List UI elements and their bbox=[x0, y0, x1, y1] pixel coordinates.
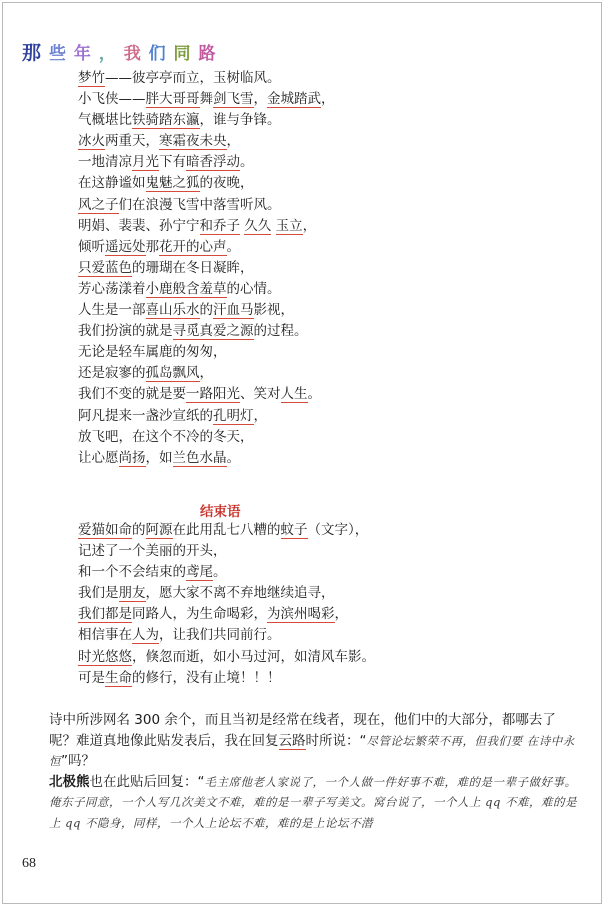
poem-text: 下有 bbox=[159, 154, 186, 171]
poem-text: 无论是轻车属鹿的匆匆， bbox=[78, 344, 227, 361]
header-char: 些 bbox=[48, 44, 67, 64]
poem-text: 小飞侠—— bbox=[78, 91, 146, 108]
username: 一路阳光 bbox=[186, 386, 240, 403]
ending-title: 结束语 bbox=[200, 504, 241, 520]
username: 鸢尾 bbox=[186, 564, 213, 581]
header-char: 那 bbox=[22, 42, 43, 64]
poem-text: 相信事在 bbox=[78, 627, 132, 644]
poem-text: 明娟、裴裴、 bbox=[78, 217, 159, 234]
header-char: ， bbox=[98, 44, 117, 64]
poem-text: 影视， bbox=[253, 302, 294, 319]
poem-text: 同路人，为生命喝彩， bbox=[132, 606, 267, 623]
poem-line bbox=[78, 406, 518, 427]
username: 花开的心声 bbox=[159, 238, 227, 255]
poem-text: 的修行，没有止境！！！ bbox=[132, 669, 281, 686]
prose-section bbox=[22, 710, 582, 833]
header-char: 路 bbox=[198, 44, 217, 64]
poem-text: 放飞吧，在这个不冷的冬天， bbox=[78, 428, 254, 445]
poem-text bbox=[271, 218, 275, 234]
poem-line bbox=[78, 384, 518, 405]
paragraph bbox=[22, 710, 582, 772]
header-char: 年 bbox=[73, 44, 92, 64]
poem-text: 一地清凉 bbox=[78, 154, 132, 171]
poem-text: 。 bbox=[240, 154, 254, 171]
username: 为滨州喝彩 bbox=[267, 606, 335, 623]
username: 我们都是 bbox=[78, 606, 132, 623]
username: 人为 bbox=[132, 627, 159, 644]
poem-line bbox=[78, 131, 518, 152]
poem-line bbox=[78, 300, 518, 321]
poem-line bbox=[78, 363, 518, 384]
username: 北极熊 bbox=[49, 773, 90, 790]
poem-text: ，倏忽而逝，如小马过河，如清风车影。 bbox=[132, 648, 375, 665]
username: 尚扬 bbox=[118, 449, 146, 466]
username: 爱猫如命 bbox=[78, 522, 132, 538]
poem-line bbox=[78, 625, 518, 646]
poem-line bbox=[78, 520, 518, 541]
poem-text: 们在浪漫飞雪中落雪听风。 bbox=[118, 196, 281, 213]
poem-text: 。 bbox=[226, 238, 240, 255]
poem-line bbox=[78, 604, 518, 625]
username: 胖大哥哥 bbox=[145, 91, 200, 108]
username: 鬼魅之狐 bbox=[145, 175, 200, 192]
poem-text: ，让我们共同前行。 bbox=[159, 627, 281, 644]
username: 人生 bbox=[280, 386, 308, 403]
poem-text: 还是寂寥的 bbox=[78, 365, 146, 382]
poem-line bbox=[78, 68, 518, 89]
poem-text: 舞 bbox=[199, 91, 213, 108]
poem-text: 在此用乱七八糟的 bbox=[172, 522, 281, 538]
poem-text: 。 bbox=[213, 564, 227, 581]
poem-text: 阿凡提来一盏沙宣纸的 bbox=[78, 407, 213, 424]
poem-text: ， bbox=[321, 91, 335, 108]
poem-line bbox=[78, 152, 518, 173]
username: 剑飞雪 bbox=[213, 91, 254, 108]
username: 朋友 bbox=[118, 585, 146, 602]
paragraph-text: 也在此贴后回复：“ bbox=[89, 773, 205, 790]
poem-line bbox=[78, 321, 518, 342]
username: 只爱蓝色 bbox=[78, 259, 132, 276]
username: 和 bbox=[199, 217, 213, 234]
poem-text: 记述了一个美丽的开头， bbox=[78, 543, 227, 560]
poem-text: 。 bbox=[226, 449, 240, 466]
header-char: 们 bbox=[148, 44, 167, 64]
poem-text: 让心愿 bbox=[78, 449, 119, 466]
page-number: 68 bbox=[22, 856, 36, 871]
poem-text: ，愿大家不离不弃地继续追寻， bbox=[145, 585, 335, 602]
poem-line bbox=[78, 237, 518, 258]
poem-text: （文字）， bbox=[307, 522, 369, 538]
poem-text: ， bbox=[253, 407, 267, 424]
poem-text: 的心情。 bbox=[226, 280, 281, 297]
poem-line bbox=[78, 583, 518, 604]
username: 乔子 bbox=[213, 217, 240, 234]
poem-text: ，谁与争锋。 bbox=[199, 112, 281, 129]
header-char: 我 bbox=[123, 44, 142, 64]
username: 喜山乐水 bbox=[145, 302, 200, 319]
handwritten-quote: 毛主席他老人家说了，一个人做一件好事不难，难的是一辈子做好事。俺东子同意，一个人写几次美文不难，难的是一辈子写美文。窝台说了，一个人上 qq 不难，难的是上 qq 不隐身，同样，一个人上论坛不难，难的是上论坛不潜 bbox=[49, 774, 578, 830]
poem-text: ， bbox=[302, 217, 317, 234]
username: 冰火 bbox=[78, 133, 105, 150]
poem-text: 我们是 bbox=[78, 585, 119, 602]
poem-body bbox=[78, 68, 518, 469]
username: 汗血马 bbox=[213, 302, 254, 319]
poem-text: 的夜晚， bbox=[199, 175, 254, 192]
poem-line bbox=[78, 110, 518, 131]
username: 寒霜夜未央 bbox=[159, 133, 227, 150]
poem-text: ， bbox=[199, 365, 213, 382]
poem-text: 气概堪比 bbox=[78, 112, 132, 129]
poem-text: 人生是一部 bbox=[78, 302, 146, 319]
username: 金城踏武 bbox=[267, 91, 321, 108]
username: 月光 bbox=[132, 154, 159, 171]
username: 兰色水晶 bbox=[172, 449, 227, 466]
username: 云路 bbox=[278, 732, 306, 749]
poem-line bbox=[78, 668, 518, 689]
poem-text: 孙宁宁 bbox=[159, 217, 200, 234]
poem-text: 两重天， bbox=[105, 133, 159, 150]
poem-line bbox=[78, 541, 518, 562]
username: 寻觅真爱之源 bbox=[172, 323, 254, 340]
handwritten-quote: 在诗中永恒 bbox=[49, 733, 575, 768]
poem-text: 芳心荡漾着 bbox=[78, 280, 146, 297]
poem-text: 的过程。 bbox=[253, 323, 308, 340]
poem-text: 的 bbox=[132, 522, 146, 538]
running-header bbox=[22, 38, 217, 64]
poem-text: ， bbox=[334, 606, 348, 623]
poem-text: 。 bbox=[307, 386, 321, 403]
poem-text: 可是 bbox=[78, 669, 105, 686]
poem-line bbox=[78, 448, 518, 469]
username: 小鹿般含羞草 bbox=[145, 280, 227, 297]
poem-line bbox=[78, 195, 518, 216]
poem-text: ， bbox=[226, 133, 240, 150]
header-char: 同 bbox=[173, 44, 192, 64]
handwritten-quote: 尽管论坛繁荣不再，但我们要 bbox=[366, 733, 523, 748]
poem-text: 、笑对 bbox=[240, 386, 281, 403]
poem-line bbox=[78, 258, 518, 279]
poem-text: ——彼亭亭而立，玉树临风。 bbox=[105, 70, 281, 86]
username: 时光悠悠 bbox=[78, 648, 132, 665]
poem-text: 我们不变的就是要 bbox=[78, 386, 186, 403]
username: 铁骑踏东瀛 bbox=[132, 112, 200, 129]
username: 梦竹 bbox=[78, 70, 105, 86]
poem-text: 我们扮演的就是 bbox=[78, 323, 173, 340]
ending-poem bbox=[78, 520, 518, 689]
paragraph-text: 诗中所涉网名 300 余个，而且当初是经常在线者，现在，他们中的大部分，都哪去了呢？难道真地像此贴发表后，我在回复 bbox=[49, 712, 556, 749]
username: 玉立 bbox=[275, 217, 303, 234]
poem-text: 那 bbox=[145, 238, 159, 255]
poem-text: 的珊瑚在冬日凝眸， bbox=[132, 259, 254, 276]
username: 阿源 bbox=[145, 522, 173, 538]
username: 暗香浮动 bbox=[186, 154, 240, 171]
username: 孤岛飘风 bbox=[145, 365, 200, 382]
poem-text: ，如 bbox=[145, 449, 173, 466]
username: 风之子 bbox=[78, 196, 119, 213]
poem-text: ， bbox=[253, 91, 267, 108]
paragraph-text: 时所说：“ bbox=[305, 732, 367, 749]
poem-text: 的 bbox=[199, 302, 213, 319]
poem-line bbox=[78, 216, 518, 237]
username: 遥远处 bbox=[105, 238, 146, 255]
poem-line bbox=[78, 427, 518, 448]
poem-text: 倾听 bbox=[78, 238, 105, 255]
poem-line bbox=[78, 562, 518, 583]
username: 蚊子 bbox=[280, 522, 308, 538]
poem-text: 和一个不会结束的 bbox=[78, 564, 186, 581]
username: 久久 bbox=[244, 217, 272, 234]
username: 生命 bbox=[105, 669, 132, 686]
poem-line bbox=[78, 89, 518, 110]
paragraph bbox=[22, 772, 582, 834]
poem-text: 在这静谧如 bbox=[78, 175, 146, 192]
poem-line bbox=[78, 279, 518, 300]
poem-line bbox=[78, 173, 518, 194]
paragraph-text: ”吗？ bbox=[61, 753, 95, 769]
poem-line bbox=[78, 647, 518, 668]
poem-line bbox=[78, 342, 518, 363]
username: 孔明灯 bbox=[213, 407, 254, 424]
